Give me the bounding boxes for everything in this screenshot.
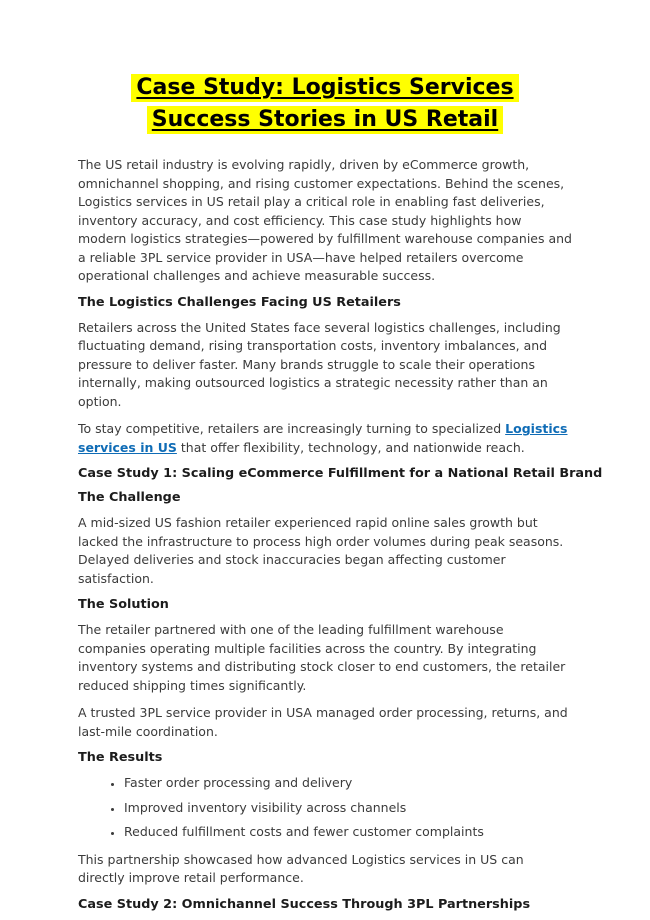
- page-title-line1: Case Study: Logistics Services: [131, 74, 518, 102]
- heading-case-study-2: Case Study 2: Omnichannel Success Through 3PL Partnerships: [78, 896, 531, 912]
- challenge-paragraph: A mid-sized US fashion retailer experienced rapid online sales growth but lacked the infrastructure to process high order volumes during peak seasons. Delayed deliveries and stock inaccuracies began affecting customer satisfaction.: [78, 515, 564, 586]
- results-list-item-2: • Improved inventory visibility across channels: [124, 799, 572, 818]
- heading-case-study-1: Case Study 1: Scaling eCommerce Fulfillment for a National Retail Brand: [78, 466, 603, 481]
- competitive-text-after: that offer flexibility, technology, and nationwide reach.: [176, 439, 525, 455]
- page-title-row2: [78, 104, 572, 136]
- competitive-paragraph: [78, 420, 572, 457]
- page-title-row1: [78, 72, 572, 104]
- page-title: [78, 72, 572, 136]
- results-list-item-3: • Reduced fulfillment costs and fewer customer complaints: [124, 823, 572, 842]
- heading-the-challenge: The Challenge: [78, 490, 181, 505]
- results-list: [78, 774, 572, 842]
- solution-paragraph-1: The retailer partnered with one of the leading fulfillment warehouse companies operating multiple facilities across the country. By integrating inventory systems and distributing stock closer to end customers, the retailer reduced shipping times significantly.: [78, 622, 566, 693]
- solution-paragraph-2: A trusted 3PL service provider in USA managed order processing, returns, and last-mile coordination.: [78, 705, 568, 739]
- heading-the-results: The Results: [78, 750, 163, 765]
- competitive-text-before: To stay competitive, retailers are increasingly turning to specialized: [78, 421, 506, 436]
- results-summary-paragraph: This partnership showcased how advanced Logistics services in US can directly improve retail performance.: [78, 851, 524, 885]
- heading-logistics-challenges: The Logistics Challenges Facing US Retailers: [78, 294, 401, 310]
- challenges-paragraph: Retailers across the United States face several logistics challenges, including fluctuating demand, rising transportation costs, inventory imbalances, and pressure to deliver faster. Many brands struggle to scale their operations internally, making outsourced logistics a strategic necessity rather than an option.: [78, 319, 561, 409]
- logistics-services-link[interactable]: Logistics services in US: [78, 421, 568, 455]
- heading-the-solution: The Solution: [78, 597, 169, 612]
- results-list-item-1: • Faster order processing and delivery: [124, 774, 572, 793]
- intro-paragraph: The US retail industry is evolving rapidly, driven by eCommerce growth, omnichannel shopping, and rising customer expectations. Behind the scenes, Logistics services in US retail play a critical role in enabling fast deliveries, inventory accuracy, and cost efficiency. This case study highlights how modern logistics strategies—powered by fulfillment warehouse companies and a reliable 3PL service provider in USA—have helped retailers overcome operational challenges and achieve measurable success.: [78, 157, 572, 283]
- page-title-line2: Success Stories in US Retail: [147, 106, 503, 134]
